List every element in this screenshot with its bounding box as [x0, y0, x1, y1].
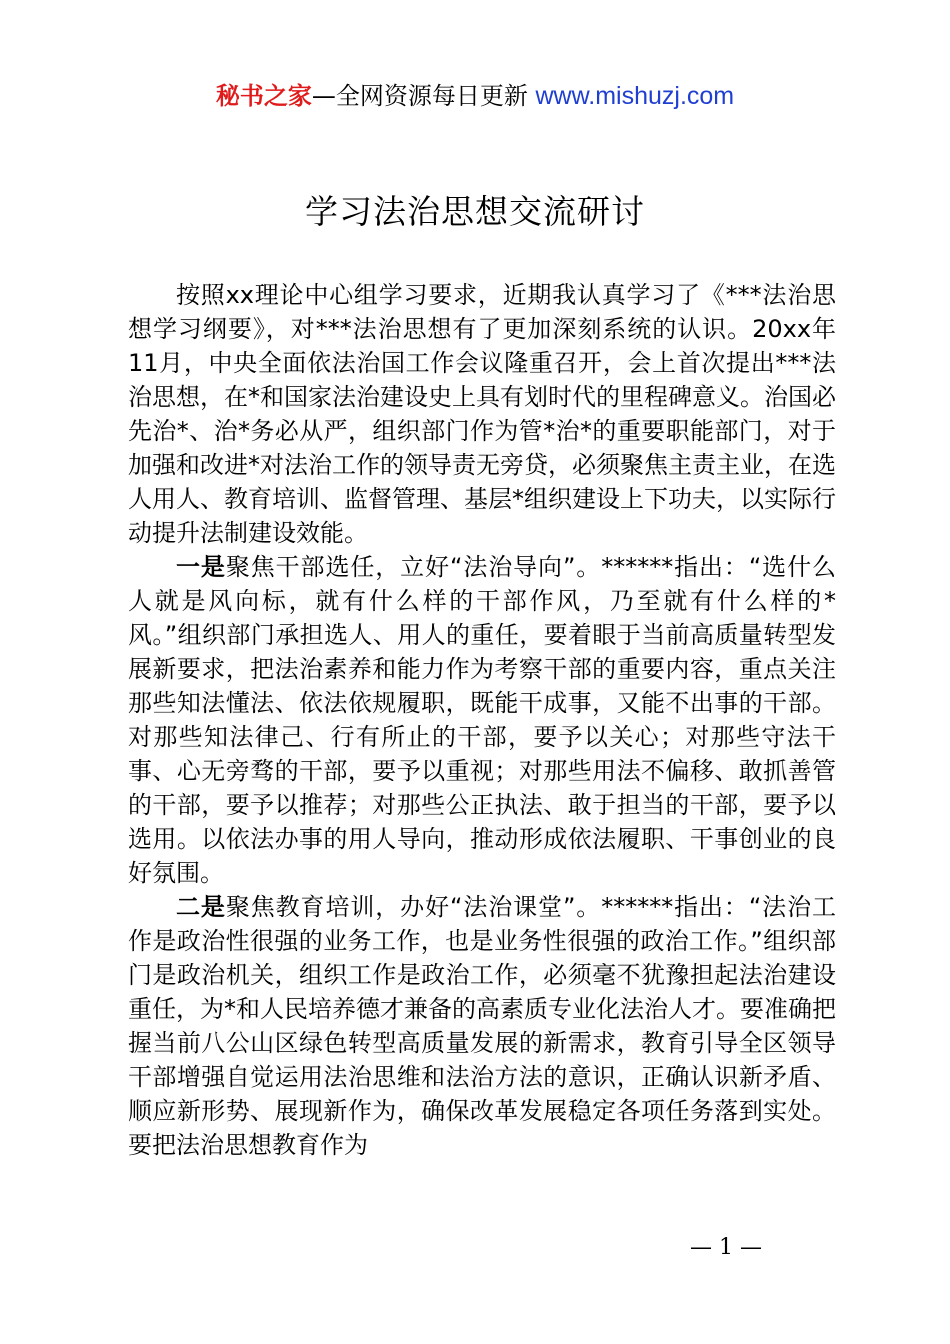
site-header	[0, 80, 950, 112]
document-body	[128, 278, 836, 1162]
document-title: 学习法治思想交流研讨	[305, 192, 645, 231]
paragraph-text: 聚焦教育培训，办好“法治课堂”。******指出：“法治工作是政治性很强的业务工作，也是业务性很强的政治工作。”组织部门是政治机关，组织工作是政治工作，必须毫不犹豫担起法治建设重任，为*和人民培养德才兼备的高素质专业化法治人才。要准确把握当前八公山区绿色转型高质量发展的新需求，教育引导全区领导干部增强自觉运用法治思维和法治方法的意识，正确认识新矛盾、顺应新形势、展现新作为，确保改革发展稳定各项任务落到实处。要把法治思想教育作为	[128, 893, 836, 1159]
site-url-link[interactable]: www.mishuzj.com	[535, 82, 735, 110]
site-brand: 秘书之家	[215, 82, 312, 110]
paragraph-lead: 二是	[176, 893, 226, 921]
paragraph-point-two	[128, 890, 836, 1162]
page-number: — 1 —	[690, 1235, 762, 1260]
paragraph-text: 按照xx理论中心组学习要求，近期我认真学习了《***法治思想学习纲要》，对***法治思想有了更加深刻系统的认识。20xx年11月，中央全面依法治国工作会议隆重召开，会上首次提出***法治思想，在*和国家法治建设史上具有划时代的里程碑意义。治国必先治*、治*务必从严，组织部门作为管*治*的重要职能部门，对于加强和改进*对法治工作的领导责无旁贷，必须聚焦主责主业，在选人用人、教育培训、监督管理、基层*组织建设上下功夫，以实际行动提升法制建设效能。	[128, 281, 836, 547]
paragraph-lead: 一是	[176, 553, 226, 581]
paragraph-intro	[128, 278, 836, 550]
paragraph-text: 聚焦干部选任，立好“法治导向”。******指出：“选什么人就是风向标，就有什么样的干部作风，乃至就有什么样的*风。”组织部门承担选人、用人的重任，要着眼于当前高质量转型发展新要求，把法治素养和能力作为考察干部的重要内容，重点关注那些知法懂法、依法依规履职，既能干成事，又能不出事的干部。对那些知法律己、行有所止的干部，要予以关心；对那些守法干事、心无旁骛的干部，要予以重视；对那些用法不偏移、敢抓善管的干部，要予以推荐；对那些公正执法、敢于担当的干部，要予以选用。以依法办事的用人导向，推动形成依法履职、干事创业的良好氛围。	[128, 553, 836, 887]
site-tagline: —全网资源每日更新	[311, 82, 528, 110]
paragraph-point-one	[128, 550, 836, 890]
